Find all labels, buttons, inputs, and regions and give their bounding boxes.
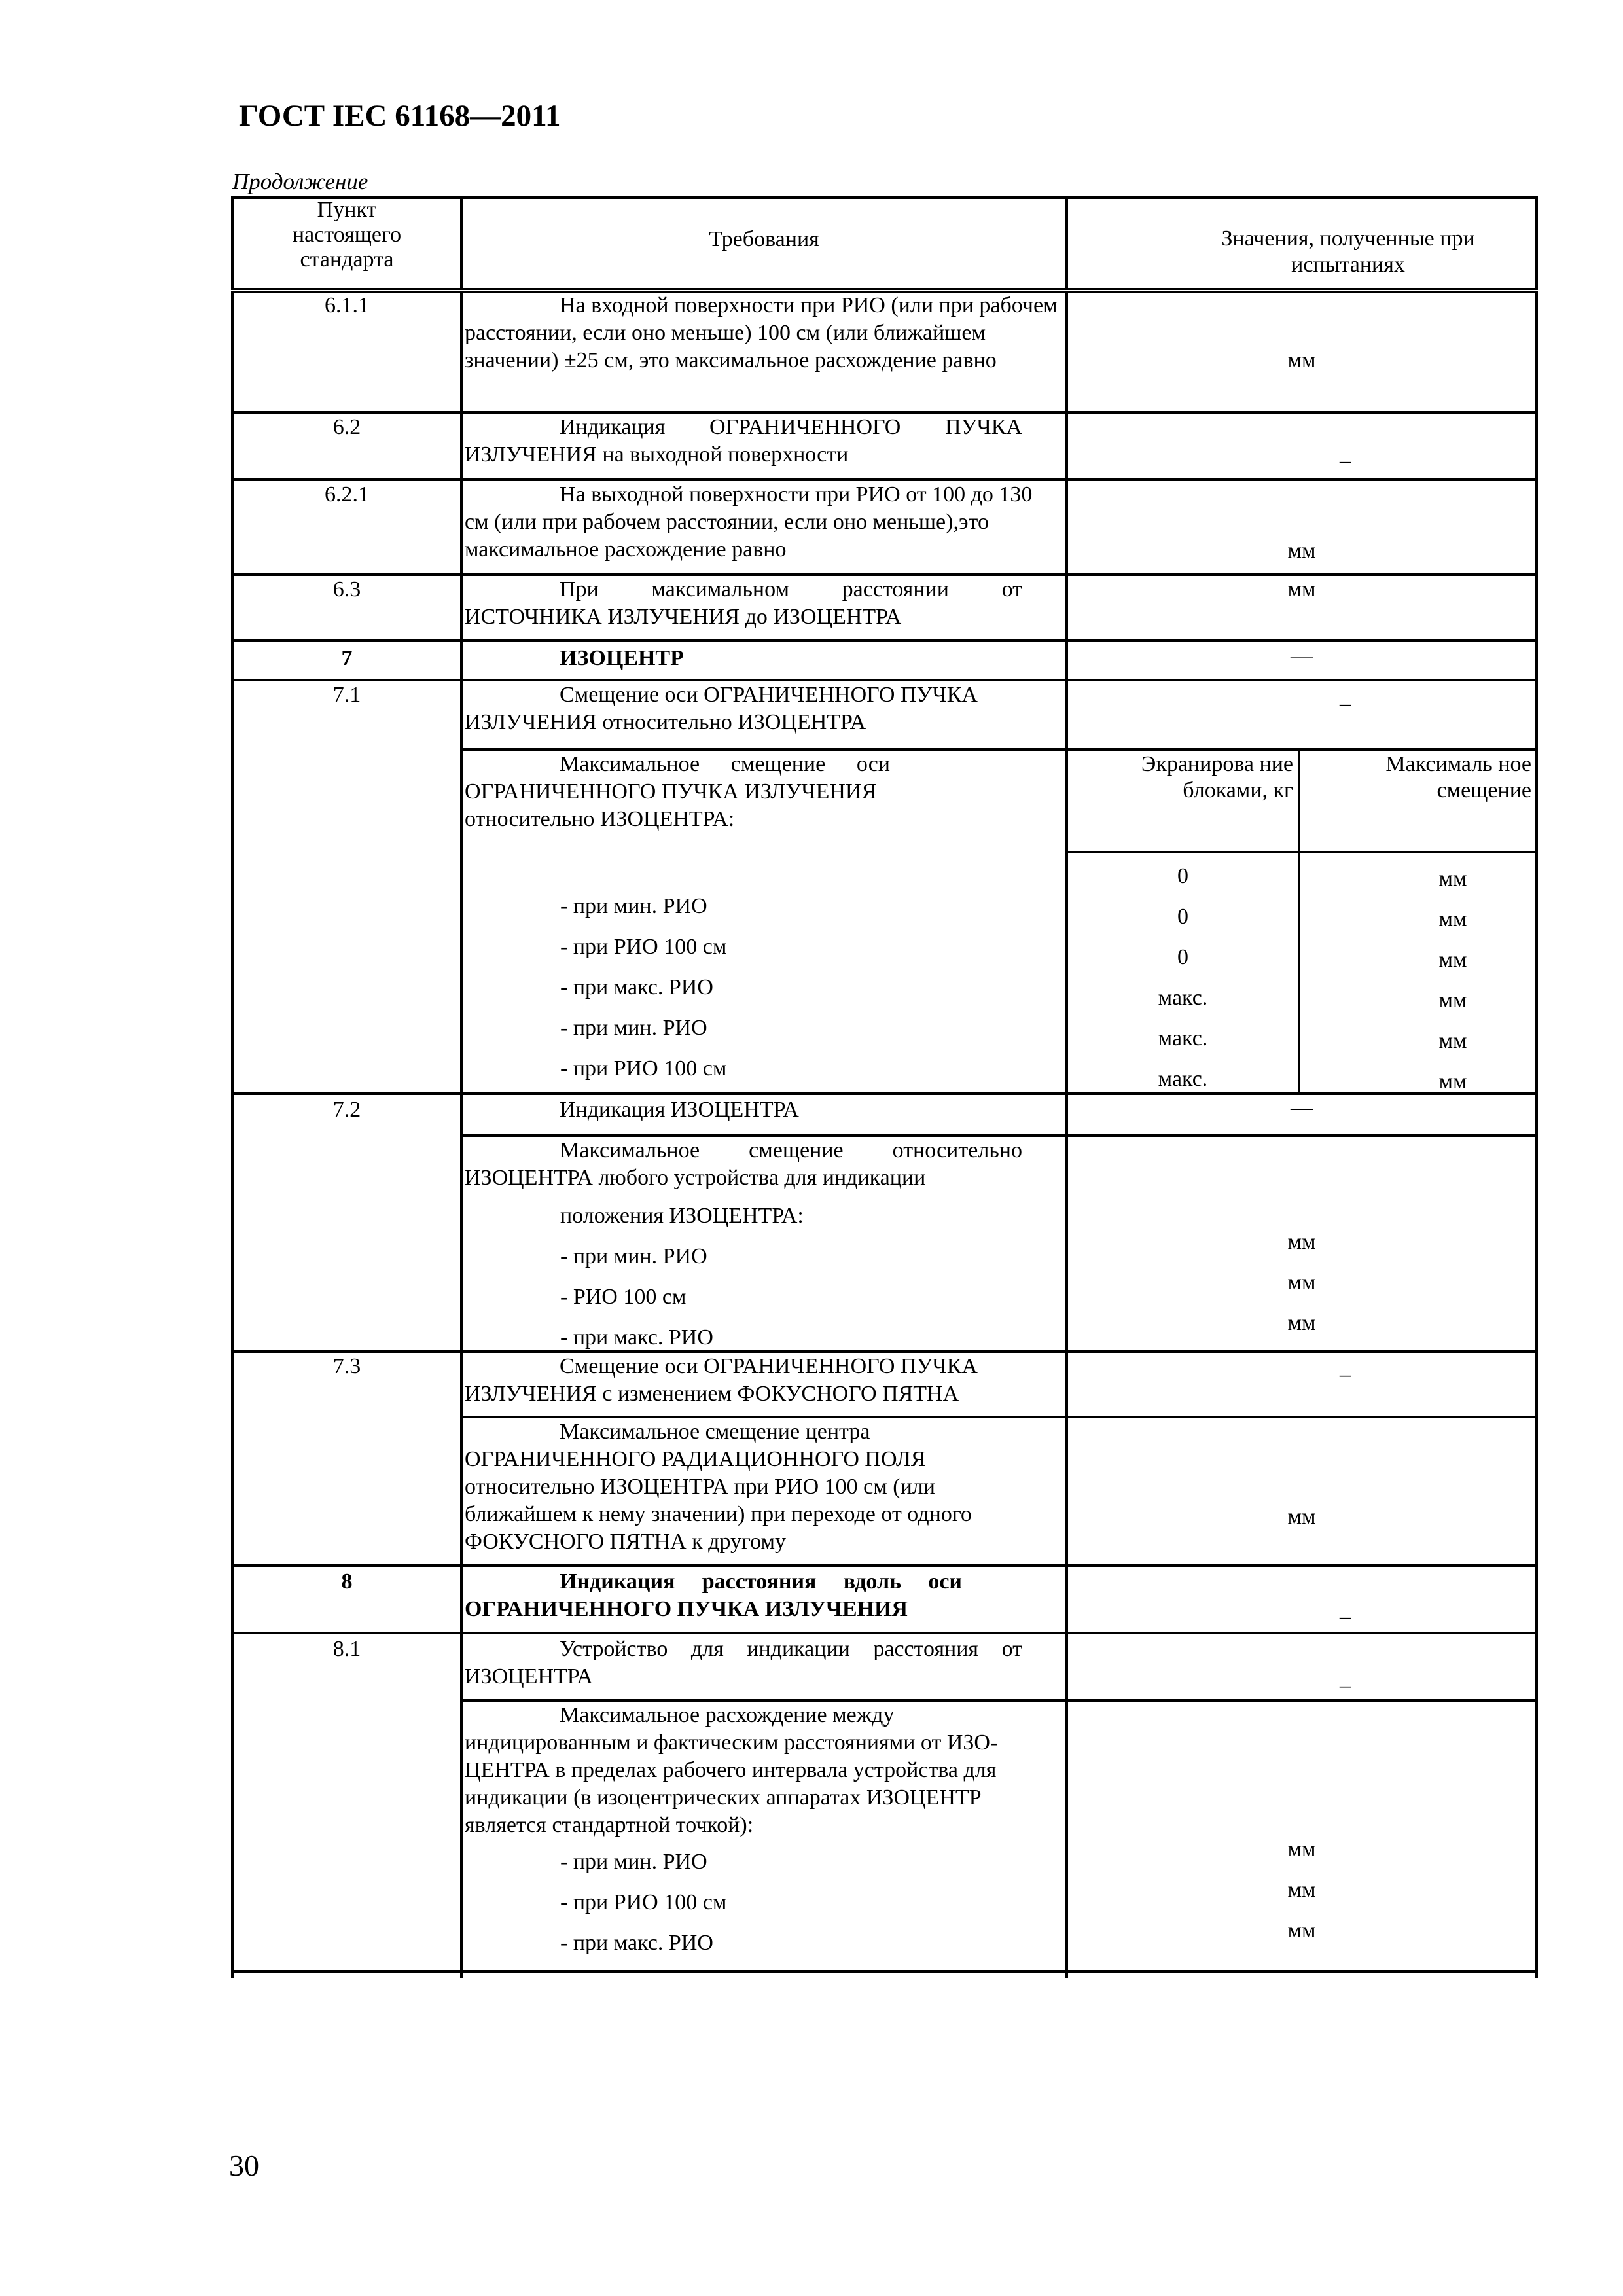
list-item: - при мин. РИО <box>560 1850 707 1874</box>
header-clause: Пункт настоящего стандарта <box>292 198 402 272</box>
requirement-line: Максимальное смещение оси <box>560 752 890 776</box>
requirement-line: Индикация ОГРАНИЧЕННОГО ПУЧКА <box>560 415 1022 439</box>
list-item: - при мин. РИО <box>560 894 707 918</box>
clause-number: 7.2 <box>332 1098 361 1122</box>
requirement-line: ИЗЛУЧЕНИЯ на выходной поверхности <box>465 442 849 467</box>
clause-number: 6.2 <box>332 415 361 439</box>
table-subdivider <box>1298 749 1300 1094</box>
section-number: 7 <box>341 646 353 670</box>
list-item: - при мин. РИО <box>560 1244 707 1268</box>
shielding-value: макс. <box>1158 1067 1208 1091</box>
shielding-value: макс. <box>1158 986 1208 1010</box>
table-border-right <box>1535 198 1538 1978</box>
unit-cell: мм <box>1287 1505 1316 1529</box>
clause-number: 6.1.1 <box>325 293 369 317</box>
unit-cell: мм <box>1438 867 1467 891</box>
unit-cell: мм <box>1287 1837 1316 1861</box>
unit-cell: мм <box>1287 348 1316 372</box>
unit-cell: мм <box>1438 907 1467 931</box>
requirement-line: положения ИЗОЦЕНТРА: <box>560 1204 804 1228</box>
unit-cell: мм <box>1438 1069 1467 1094</box>
continuation-label: Продолжение <box>232 169 368 194</box>
shielding-value: 0 <box>1177 864 1188 888</box>
row-line <box>1065 851 1538 853</box>
shielding-value: 0 <box>1177 905 1188 929</box>
header-requirements: Требования <box>709 227 819 251</box>
unit-cell: мм <box>1287 1270 1316 1295</box>
unit-cell: мм <box>1438 948 1467 972</box>
column-max-offset: Максималь ное смещение <box>1385 752 1531 802</box>
empty-value-dash: — <box>1291 644 1313 668</box>
row-line <box>231 1564 1538 1567</box>
list-item: - при РИО 100 см <box>560 1056 727 1081</box>
section-title: ИЗОЦЕНТР <box>560 646 684 670</box>
requirement-text: На входной поверхности при РИО (или при рабочем расстоянии, если оно меньше) 100 см (или ближайшем значении) ±25 см, это максимальное расхождение равно <box>465 293 1058 372</box>
clause-number: 8.1 <box>332 1637 361 1661</box>
requirement-text: Максимальное смещение центра ОГРАНИЧЕННОГО РАДИАЦИОННОГО ПОЛЯ относительно ИЗОЦЕНТРА при РИО 100 см (или ближайшем к нему значении) при переходе от одного ФОКУСНОГО ПЯТНА к другому <box>465 1420 972 1554</box>
empty-value-dash: _ <box>1340 1666 1351 1690</box>
page-number: 30 <box>229 2149 259 2182</box>
list-item: - при РИО 100 см <box>560 1890 727 1914</box>
empty-value-dash: _ <box>1340 684 1351 708</box>
clause-number: 7.1 <box>332 683 361 707</box>
shielding-value: 0 <box>1177 945 1188 969</box>
row-line <box>231 639 1538 642</box>
clause-number: 6.2.1 <box>325 482 369 507</box>
clause-number: 7.3 <box>332 1354 361 1378</box>
list-item: - РИО 100 см <box>560 1285 687 1309</box>
empty-value-dash: _ <box>1340 1355 1351 1379</box>
requirement-text: На выходной поверхности при РИО от 100 до 130 см (или при рабочем расстоянии, если оно меньше),это максимальное расхождение равно <box>465 482 1033 562</box>
unit-cell: мм <box>1438 1029 1467 1053</box>
row-line <box>231 1632 1538 1634</box>
section-title: ОГРАНИЧЕННОГО ПУЧКА ИЗЛУЧЕНИЯ <box>465 1597 908 1621</box>
requirement-text: Максимальное расхождение между индицированным и фактическим расстояниями от ИЗО-ЦЕНТРА в пределах рабочего интервала устройства для индикации (в изоцентрических аппаратах ИЗОЦЕНТР является стандартной точкой): <box>465 1703 998 1837</box>
empty-value-dash: _ <box>1340 1597 1351 1621</box>
requirement-line: относительно ИЗОЦЕНТРА: <box>465 807 735 831</box>
list-item: - при макс. РИО <box>560 975 713 999</box>
list-item: - при макс. РИО <box>560 1931 713 1955</box>
unit-cell: мм <box>1287 1918 1316 1943</box>
unit-cell: мм <box>1287 1230 1316 1254</box>
requirement-line: ИСТОЧНИКА ИЗЛУЧЕНИЯ до ИЗОЦЕНТРА <box>465 605 902 629</box>
column-shielding: Экранирова ние блоками, кг <box>1141 752 1293 802</box>
requirement-line: При максимальном расстоянии от <box>560 577 1022 601</box>
unit-cell: мм <box>1287 1878 1316 1902</box>
unit-cell: мм <box>1287 1311 1316 1335</box>
requirement-text: Смещение оси ОГРАНИЧЕННОГО ПУЧКА ИЗЛУЧЕНИЯ относительно ИЗОЦЕНТРА <box>465 683 978 734</box>
table-divider-1 <box>460 198 463 1978</box>
empty-value-dash: _ <box>1340 441 1351 465</box>
empty-value-dash: — <box>1291 1096 1313 1120</box>
header-values: Значения, полученные при испытаниях <box>1221 226 1475 277</box>
requirement-line: ОГРАНИЧЕННОГО ПУЧКА ИЗЛУЧЕНИЯ <box>465 780 877 804</box>
unit-cell: мм <box>1287 539 1316 563</box>
unit-cell: мм <box>1287 577 1316 601</box>
requirement-line: Устройство для индикации расстояния от <box>560 1637 1022 1661</box>
shielding-value: макс. <box>1158 1026 1208 1050</box>
list-item: - при РИО 100 см <box>560 935 727 959</box>
clause-number: 6.3 <box>332 577 361 601</box>
list-item: - при мин. РИО <box>560 1016 707 1040</box>
section-number: 8 <box>341 1570 353 1594</box>
requirement-line: ИЗОЦЕНТРА любого устройства для индикации <box>465 1166 926 1190</box>
requirement-line: ИЗОЦЕНТРА <box>465 1664 593 1689</box>
requirement-line: Максимальное смещение относительно <box>560 1138 1022 1162</box>
requirement-text: Смещение оси ОГРАНИЧЕННОГО ПУЧКА ИЗЛУЧЕНИЯ с изменением ФОКУСНОГО ПЯТНА <box>465 1354 978 1406</box>
requirement-text: Индикация ИЗОЦЕНТРА <box>560 1098 799 1122</box>
section-title: Индикация расстояния вдоль оси <box>560 1570 962 1594</box>
list-item: - при макс. РИО <box>560 1325 713 1350</box>
unit-cell: мм <box>1438 988 1467 1013</box>
document-title: ГОСТ IEC 61168—2011 <box>239 99 561 133</box>
table-border-bottom <box>231 1970 1538 1973</box>
table-border-left <box>231 198 234 1978</box>
